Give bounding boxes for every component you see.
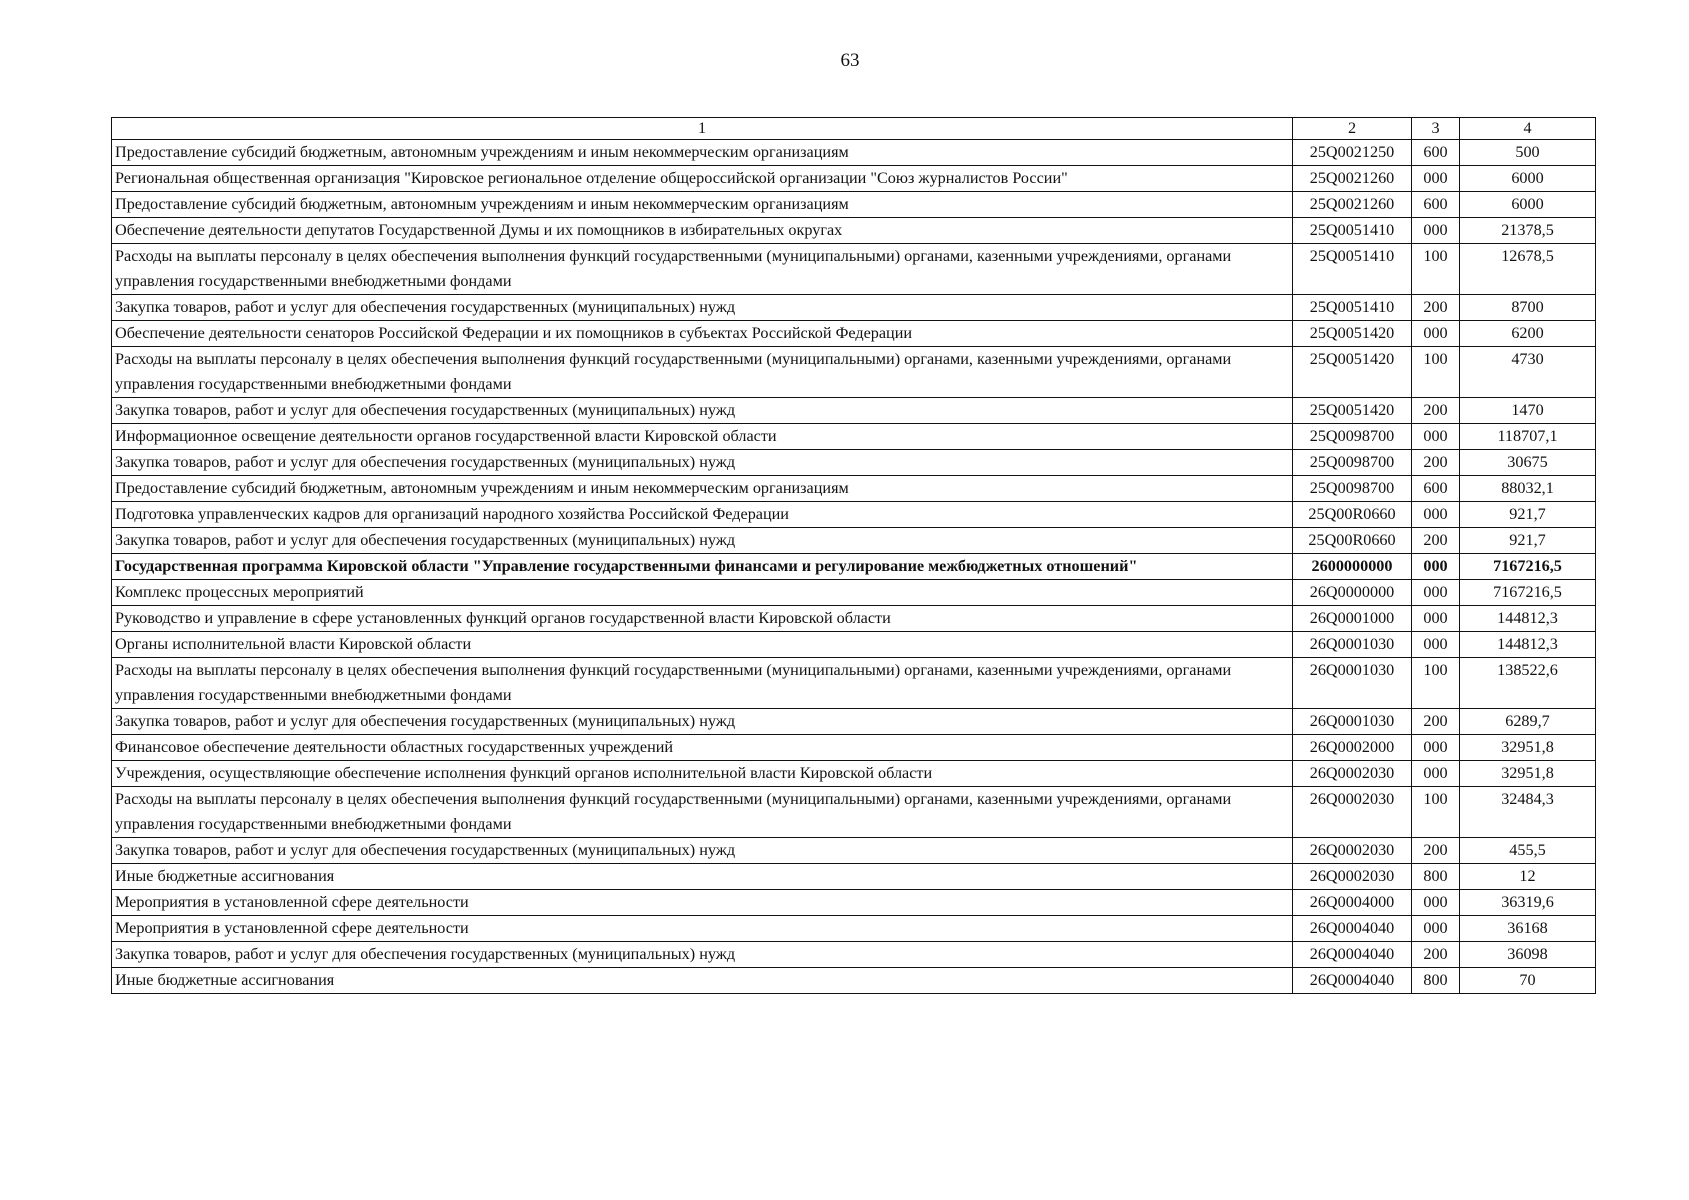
cell-amount: 6289,7: [1460, 709, 1596, 735]
header-row: [112, 118, 1596, 140]
table-row: [112, 606, 1596, 632]
cell-name: Финансовое обеспечение деятельности областных государственных учреждений: [112, 735, 1293, 761]
cell-code: 26Q0002030: [1293, 787, 1412, 838]
cell-amount: 88032,1: [1460, 476, 1596, 502]
cell-code: 26Q0001030: [1293, 658, 1412, 709]
cell-expense-type: 800: [1412, 864, 1460, 890]
table-row: [112, 295, 1596, 321]
cell-amount: 4730: [1460, 347, 1596, 398]
cell-code: 25Q0021260: [1293, 192, 1412, 218]
cell-code: 26Q0002000: [1293, 735, 1412, 761]
cell-name: Закупка товаров, работ и услуг для обеспечения государственных (муниципальных) нужд: [112, 528, 1293, 554]
cell-name: Предоставление субсидий бюджетным, автономным учреждениям и иным некоммерческим организациям: [112, 476, 1293, 502]
cell-expense-type: 100: [1412, 244, 1460, 295]
table-row: [112, 347, 1596, 398]
cell-amount: 21378,5: [1460, 218, 1596, 244]
table-row: [112, 528, 1596, 554]
cell-name: Расходы на выплаты персоналу в целях обеспечения выполнения функций государственными (муниципальными) органами, казенными учреждениями, органами управления государственными внебюджетными фондами: [112, 658, 1293, 709]
cell-expense-type: 000: [1412, 735, 1460, 761]
cell-code: 26Q0001030: [1293, 632, 1412, 658]
cell-amount: 8700: [1460, 295, 1596, 321]
cell-code: 26Q0002030: [1293, 761, 1412, 787]
cell-name: Обеспечение деятельности депутатов Государственной Думы и их помощников в избирательных округах: [112, 218, 1293, 244]
cell-name: Расходы на выплаты персоналу в целях обеспечения выполнения функций государственными (муниципальными) органами, казенными учреждениями, органами управления государственными внебюджетными фондами: [112, 244, 1293, 295]
table-row: [112, 916, 1596, 942]
cell-code: 25Q0021250: [1293, 140, 1412, 166]
cell-expense-type: 200: [1412, 295, 1460, 321]
cell-name: Расходы на выплаты персоналу в целях обеспечения выполнения функций государственными (муниципальными) органами, казенными учреждениями, органами управления государственными внебюджетными фондами: [112, 787, 1293, 838]
cell-amount: 12678,5: [1460, 244, 1596, 295]
table-row: [112, 890, 1596, 916]
cell-name: Расходы на выплаты персоналу в целях обеспечения выполнения функций государственными (муниципальными) органами, казенными учреждениями, органами управления государственными внебюджетными фондами: [112, 347, 1293, 398]
cell-expense-type: 000: [1412, 502, 1460, 528]
cell-expense-type: 000: [1412, 554, 1460, 580]
cell-name: Органы исполнительной власти Кировской области: [112, 632, 1293, 658]
cell-expense-type: 600: [1412, 476, 1460, 502]
cell-expense-type: 800: [1412, 968, 1460, 994]
cell-code: 25Q0098700: [1293, 476, 1412, 502]
cell-code: 26Q0004040: [1293, 942, 1412, 968]
cell-name: Информационное освещение деятельности органов государственной власти Кировской области: [112, 424, 1293, 450]
cell-code: 26Q0004000: [1293, 890, 1412, 916]
cell-expense-type: 000: [1412, 890, 1460, 916]
cell-amount: 138522,6: [1460, 658, 1596, 709]
budget-table: [111, 117, 1596, 994]
cell-code: 26Q0004040: [1293, 968, 1412, 994]
table-header: [112, 118, 1596, 140]
table-row: [112, 218, 1596, 244]
cell-name: Государственная программа Кировской области "Управление государственными финансами и регулирование межбюджетных отношений": [112, 554, 1293, 580]
cell-amount: 32484,3: [1460, 787, 1596, 838]
cell-expense-type: 200: [1412, 450, 1460, 476]
cell-amount: 500: [1460, 140, 1596, 166]
cell-amount: 921,7: [1460, 502, 1596, 528]
cell-expense-type: 000: [1412, 424, 1460, 450]
cell-expense-type: 000: [1412, 916, 1460, 942]
cell-expense-type: 600: [1412, 140, 1460, 166]
cell-code: 26Q0001000: [1293, 606, 1412, 632]
page-number: 63: [840, 50, 860, 71]
table-row: [112, 968, 1596, 994]
cell-code: 25Q0051420: [1293, 398, 1412, 424]
header-col-type: 3: [1412, 118, 1460, 140]
cell-name: Закупка товаров, работ и услуг для обеспечения государственных (муниципальных) нужд: [112, 838, 1293, 864]
cell-name: Закупка товаров, работ и услуг для обеспечения государственных (муниципальных) нужд: [112, 709, 1293, 735]
cell-name: Комплекс процессных мероприятий: [112, 580, 1293, 606]
cell-expense-type: 200: [1412, 398, 1460, 424]
table-row: [112, 658, 1596, 709]
table-row: [112, 554, 1596, 580]
cell-amount: 144812,3: [1460, 632, 1596, 658]
table-row: [112, 787, 1596, 838]
cell-code: 25Q0098700: [1293, 424, 1412, 450]
cell-amount: 6000: [1460, 192, 1596, 218]
cell-expense-type: 000: [1412, 632, 1460, 658]
cell-code: 25Q0051420: [1293, 321, 1412, 347]
cell-amount: 921,7: [1460, 528, 1596, 554]
cell-code: 25Q0051410: [1293, 244, 1412, 295]
table-row: [112, 580, 1596, 606]
table-row: [112, 398, 1596, 424]
cell-name: Закупка товаров, работ и услуг для обеспечения государственных (муниципальных) нужд: [112, 295, 1293, 321]
cell-code: 25Q0021260: [1293, 166, 1412, 192]
table-row: [112, 502, 1596, 528]
table-row: [112, 450, 1596, 476]
table-body: [112, 140, 1596, 994]
header-col-amount: 4: [1460, 118, 1596, 140]
table-row: [112, 735, 1596, 761]
cell-amount: 7167216,5: [1460, 580, 1596, 606]
table-row: [112, 942, 1596, 968]
cell-name: Руководство и управление в сфере установленных функций органов государственной власти Кировской области: [112, 606, 1293, 632]
cell-code: 26Q0002030: [1293, 838, 1412, 864]
cell-expense-type: 600: [1412, 192, 1460, 218]
cell-code: 25Q0051410: [1293, 218, 1412, 244]
table-row: [112, 838, 1596, 864]
cell-amount: 30675: [1460, 450, 1596, 476]
cell-expense-type: 200: [1412, 942, 1460, 968]
table-row: [112, 166, 1596, 192]
cell-code: 26Q0004040: [1293, 916, 1412, 942]
cell-amount: 36168: [1460, 916, 1596, 942]
cell-name: Иные бюджетные ассигнования: [112, 968, 1293, 994]
cell-code: 26Q0001030: [1293, 709, 1412, 735]
cell-amount: 36319,6: [1460, 890, 1596, 916]
header-col-code: 2: [1293, 118, 1412, 140]
cell-amount: 6000: [1460, 166, 1596, 192]
table-row: [112, 632, 1596, 658]
table-row: [112, 761, 1596, 787]
cell-expense-type: 100: [1412, 787, 1460, 838]
cell-expense-type: 000: [1412, 761, 1460, 787]
cell-code: 25Q0051420: [1293, 347, 1412, 398]
cell-code: 25Q0098700: [1293, 450, 1412, 476]
cell-expense-type: 200: [1412, 709, 1460, 735]
cell-amount: 144812,3: [1460, 606, 1596, 632]
cell-code: 26Q0002030: [1293, 864, 1412, 890]
table-row: [112, 709, 1596, 735]
cell-expense-type: 000: [1412, 166, 1460, 192]
cell-name: Иные бюджетные ассигнования: [112, 864, 1293, 890]
cell-name: Предоставление субсидий бюджетным, автономным учреждениям и иным некоммерческим организациям: [112, 140, 1293, 166]
cell-amount: 32951,8: [1460, 735, 1596, 761]
cell-name: Региональная общественная организация "Кировское региональное отделение общероссийской организации "Союз журналистов России": [112, 166, 1293, 192]
cell-expense-type: 100: [1412, 658, 1460, 709]
cell-name: Мероприятия в установленной сфере деятельности: [112, 890, 1293, 916]
cell-expense-type: 000: [1412, 218, 1460, 244]
cell-expense-type: 200: [1412, 838, 1460, 864]
cell-expense-type: 200: [1412, 528, 1460, 554]
table-row: [112, 321, 1596, 347]
table-row: [112, 424, 1596, 450]
cell-expense-type: 000: [1412, 580, 1460, 606]
cell-code: 25Q00R0660: [1293, 528, 1412, 554]
cell-amount: 32951,8: [1460, 761, 1596, 787]
cell-name: Учреждения, осуществляющие обеспечение исполнения функций органов исполнительной власти Кировской области: [112, 761, 1293, 787]
cell-name: Закупка товаров, работ и услуг для обеспечения государственных (муниципальных) нужд: [112, 942, 1293, 968]
cell-code: 2600000000: [1293, 554, 1412, 580]
table-row: [112, 476, 1596, 502]
cell-name: Мероприятия в установленной сфере деятельности: [112, 916, 1293, 942]
cell-name: Подготовка управленческих кадров для организаций народного хозяйства Российской Федерации: [112, 502, 1293, 528]
cell-code: 25Q00R0660: [1293, 502, 1412, 528]
table-row: [112, 140, 1596, 166]
cell-expense-type: 000: [1412, 606, 1460, 632]
cell-name: Закупка товаров, работ и услуг для обеспечения государственных (муниципальных) нужд: [112, 450, 1293, 476]
cell-name: Обеспечение деятельности сенаторов Российской Федерации и их помощников в субъектах Российской Федерации: [112, 321, 1293, 347]
cell-amount: 70: [1460, 968, 1596, 994]
header-col-name: 1: [112, 118, 1293, 140]
cell-amount: 6200: [1460, 321, 1596, 347]
cell-code: 26Q0000000: [1293, 580, 1412, 606]
cell-name: Предоставление субсидий бюджетным, автономным учреждениям и иным некоммерческим организациям: [112, 192, 1293, 218]
table-row: [112, 864, 1596, 890]
cell-amount: 12: [1460, 864, 1596, 890]
cell-name: Закупка товаров, работ и услуг для обеспечения государственных (муниципальных) нужд: [112, 398, 1293, 424]
cell-amount: 118707,1: [1460, 424, 1596, 450]
table-row: [112, 192, 1596, 218]
cell-expense-type: 100: [1412, 347, 1460, 398]
cell-amount: 455,5: [1460, 838, 1596, 864]
cell-expense-type: 000: [1412, 321, 1460, 347]
cell-amount: 1470: [1460, 398, 1596, 424]
table-row: [112, 244, 1596, 295]
cell-amount: 7167216,5: [1460, 554, 1596, 580]
cell-code: 25Q0051410: [1293, 295, 1412, 321]
cell-amount: 36098: [1460, 942, 1596, 968]
